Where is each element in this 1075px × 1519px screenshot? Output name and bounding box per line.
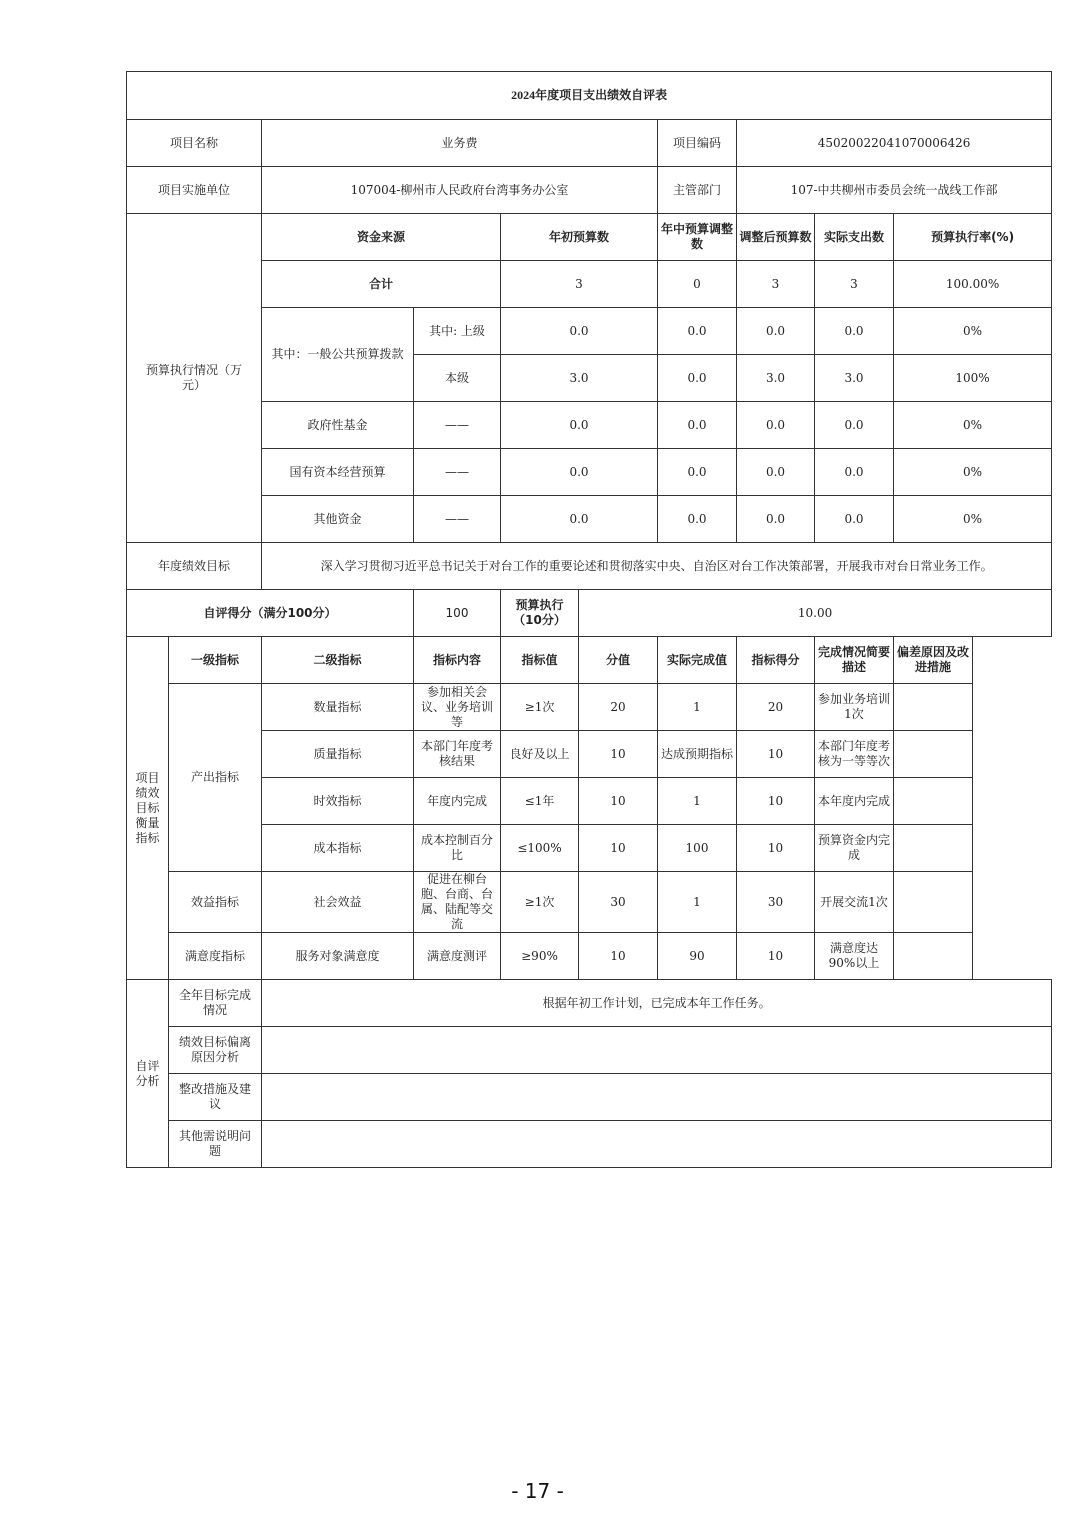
benefit-indicator-label: 效益指标 — [169, 872, 262, 933]
indicator-weight: 10 — [579, 731, 658, 778]
table-row — [127, 449, 1052, 496]
indicator-score: 10 — [737, 933, 815, 980]
indicator-content: 满意度测评 — [414, 933, 501, 980]
analysis-section-label: 自评分析 — [127, 980, 169, 1168]
other-fund-initial: 0.0 — [501, 496, 658, 543]
analysis-text: 根据年初工作计划，已完成本年工作任务。 — [262, 980, 1052, 1027]
gov-fund-label: 政府性基金 — [262, 402, 414, 449]
state-capital-dash: —— — [414, 449, 501, 496]
analysis-label: 整改措施及建议 — [169, 1074, 262, 1121]
total-label: 合计 — [262, 261, 501, 308]
state-capital-adjusted: 0.0 — [737, 449, 815, 496]
budget-section-label: 预算执行情况（万元） — [127, 214, 262, 543]
dept-value: 107-中共柳州市委员会统一战线工作部 — [737, 167, 1052, 214]
state-capital-rate: 0% — [894, 449, 1052, 496]
local-actual: 3.0 — [815, 355, 894, 402]
state-capital-actual: 0.0 — [815, 449, 894, 496]
unit-label: 项目实施单位 — [127, 167, 262, 214]
indicator-reason — [894, 825, 973, 872]
total-adjusted: 3 — [737, 261, 815, 308]
header-reason: 偏差原因及改进措施 — [894, 637, 973, 684]
indicator-actual: 1 — [658, 872, 737, 933]
header-adjusted-budget: 调整后预算数 — [737, 214, 815, 261]
indicator-reason — [894, 684, 973, 731]
project-name-value: 业务费 — [262, 120, 658, 167]
indicator-level2: 质量指标 — [262, 731, 414, 778]
other-fund-label: 其他资金 — [262, 496, 414, 543]
indicator-reason — [894, 731, 973, 778]
header-content: 指标内容 — [414, 637, 501, 684]
indicator-reason — [894, 872, 973, 933]
self-score-label: 自评得分（满分100分） — [127, 590, 414, 637]
other-fund-rate: 0% — [894, 496, 1052, 543]
indicator-reason — [894, 778, 973, 825]
table-row — [127, 825, 1052, 872]
general-budget-label: 其中：一般公共预算拨款 — [262, 308, 414, 402]
indicator-score: 10 — [737, 825, 815, 872]
indicator-desc: 参加业务培训1次 — [815, 684, 894, 731]
table-row — [127, 261, 1052, 308]
indicator-content: 促进在柳台胞、台商、台属、陆配等交流 — [414, 872, 501, 933]
local-rate: 100% — [894, 355, 1052, 402]
local-initial: 3.0 — [501, 355, 658, 402]
indicator-content: 本部门年度考核结果 — [414, 731, 501, 778]
analysis-text — [262, 1121, 1052, 1168]
header-actual: 实际完成值 — [658, 637, 737, 684]
indicator-score: 20 — [737, 684, 815, 731]
indicator-score: 10 — [737, 778, 815, 825]
table-row — [127, 933, 1052, 980]
other-fund-adjusted: 0.0 — [737, 496, 815, 543]
total-initial: 3 — [501, 261, 658, 308]
indicator-target: ≤1年 — [501, 778, 579, 825]
upper-initial: 0.0 — [501, 308, 658, 355]
header-fund-source: 资金来源 — [262, 214, 501, 261]
header-desc: 完成情况简要描述 — [815, 637, 894, 684]
table-row — [127, 1121, 1052, 1168]
state-capital-mid: 0.0 — [658, 449, 737, 496]
header-score: 指标得分 — [737, 637, 815, 684]
total-actual: 3 — [815, 261, 894, 308]
indicator-weight: 30 — [579, 872, 658, 933]
table-row — [127, 872, 1052, 933]
table-row — [127, 980, 1052, 1027]
self-score-value: 100 — [414, 590, 501, 637]
annual-goal-label: 年度绩效目标 — [127, 543, 262, 590]
local-label: 本级 — [414, 355, 501, 402]
upper-label: 其中: 上级 — [414, 308, 501, 355]
header-actual-spend: 实际支出数 — [815, 214, 894, 261]
output-indicator-label: 产出指标 — [169, 684, 262, 872]
local-mid: 0.0 — [658, 355, 737, 402]
gov-fund-adjusted: 0.0 — [737, 402, 815, 449]
performance-self-evaluation-table — [126, 71, 1052, 1168]
unit-value: 107004-柳州市人民政府台湾事务办公室 — [262, 167, 658, 214]
annual-goal-text: 深入学习贯彻习近平总书记关于对台工作的重要论述和贯彻落实中央、自治区对台工作决策部署，开展我市对台日常业务工作。 — [262, 543, 1052, 590]
gov-fund-actual: 0.0 — [815, 402, 894, 449]
state-capital-initial: 0.0 — [501, 449, 658, 496]
indicator-target: ≤100% — [501, 825, 579, 872]
local-adjusted: 3.0 — [737, 355, 815, 402]
budget-exec-score-label: 预算执行（10分） — [501, 590, 579, 637]
indicator-target: ≥90% — [501, 933, 579, 980]
indicator-content: 年度内完成 — [414, 778, 501, 825]
header-mid-adjust: 年中预算调整数 — [658, 214, 737, 261]
indicator-weight: 10 — [579, 825, 658, 872]
project-code-value: 45020022041070006426 — [737, 120, 1052, 167]
indicator-actual: 100 — [658, 825, 737, 872]
header-level2: 二级指标 — [262, 637, 414, 684]
upper-actual: 0.0 — [815, 308, 894, 355]
indicator-content: 成本控制百分比 — [414, 825, 501, 872]
indicator-score: 30 — [737, 872, 815, 933]
analysis-label: 其他需说明问题 — [169, 1121, 262, 1168]
header-exec-rate: 预算执行率(%) — [894, 214, 1052, 261]
indicator-desc: 预算资金内完成 — [815, 825, 894, 872]
dept-label: 主管部门 — [658, 167, 737, 214]
indicator-level2: 时效指标 — [262, 778, 414, 825]
header-weight: 分值 — [579, 637, 658, 684]
indicator-weight: 10 — [579, 778, 658, 825]
table-row — [127, 1074, 1052, 1121]
upper-rate: 0% — [894, 308, 1052, 355]
table-row — [127, 684, 1052, 731]
analysis-text — [262, 1027, 1052, 1074]
indicator-desc: 本部门年度考核为一等等次 — [815, 731, 894, 778]
table-row — [127, 1027, 1052, 1074]
indicator-desc: 本年度内完成 — [815, 778, 894, 825]
indicator-level2: 成本指标 — [262, 825, 414, 872]
indicator-actual: 1 — [658, 684, 737, 731]
project-code-label: 项目编码 — [658, 120, 737, 167]
satisfaction-indicator-label: 满意度指标 — [169, 933, 262, 980]
table-row — [127, 496, 1052, 543]
header-initial-budget: 年初预算数 — [501, 214, 658, 261]
project-name-label: 项目名称 — [127, 120, 262, 167]
analysis-label: 绩效目标偏离原因分析 — [169, 1027, 262, 1074]
indicator-weight: 10 — [579, 933, 658, 980]
analysis-label: 全年目标完成情况 — [169, 980, 262, 1027]
indicator-level2: 服务对象满意度 — [262, 933, 414, 980]
total-mid: 0 — [658, 261, 737, 308]
state-capital-label: 国有资本经营预算 — [262, 449, 414, 496]
table-row — [127, 731, 1052, 778]
table-title: 2024年度项目支出绩效自评表 — [127, 72, 1052, 120]
indicator-actual: 达成预期指标 — [658, 731, 737, 778]
indicator-level2: 数量指标 — [262, 684, 414, 731]
other-fund-actual: 0.0 — [815, 496, 894, 543]
table-row — [127, 778, 1052, 825]
other-fund-dash: —— — [414, 496, 501, 543]
indicator-target: ≥1次 — [501, 684, 579, 731]
table-row — [127, 402, 1052, 449]
indicator-actual: 1 — [658, 778, 737, 825]
table-row — [127, 308, 1052, 355]
indicators-section-label: 项目绩效目标衡量指标 — [127, 637, 169, 980]
budget-exec-score-value: 10.00 — [579, 590, 1052, 637]
indicator-reason — [894, 933, 973, 980]
indicator-score: 10 — [737, 731, 815, 778]
upper-adjusted: 0.0 — [737, 308, 815, 355]
indicator-desc: 开展交流1次 — [815, 872, 894, 933]
page-number: - 17 - — [511, 1479, 564, 1503]
analysis-text — [262, 1074, 1052, 1121]
gov-fund-rate: 0% — [894, 402, 1052, 449]
upper-mid: 0.0 — [658, 308, 737, 355]
indicator-actual: 90 — [658, 933, 737, 980]
indicator-level2: 社会效益 — [262, 872, 414, 933]
gov-fund-mid: 0.0 — [658, 402, 737, 449]
indicator-desc: 满意度达90%以上 — [815, 933, 894, 980]
gov-fund-initial: 0.0 — [501, 402, 658, 449]
header-target: 指标值 — [501, 637, 579, 684]
gov-fund-dash: —— — [414, 402, 501, 449]
indicator-weight: 20 — [579, 684, 658, 731]
indicator-target: ≥1次 — [501, 872, 579, 933]
indicator-target: 良好及以上 — [501, 731, 579, 778]
other-fund-mid: 0.0 — [658, 496, 737, 543]
header-level1: 一级指标 — [169, 637, 262, 684]
indicator-content: 参加相关会议、业务培训等 — [414, 684, 501, 731]
total-rate: 100.00% — [894, 261, 1052, 308]
